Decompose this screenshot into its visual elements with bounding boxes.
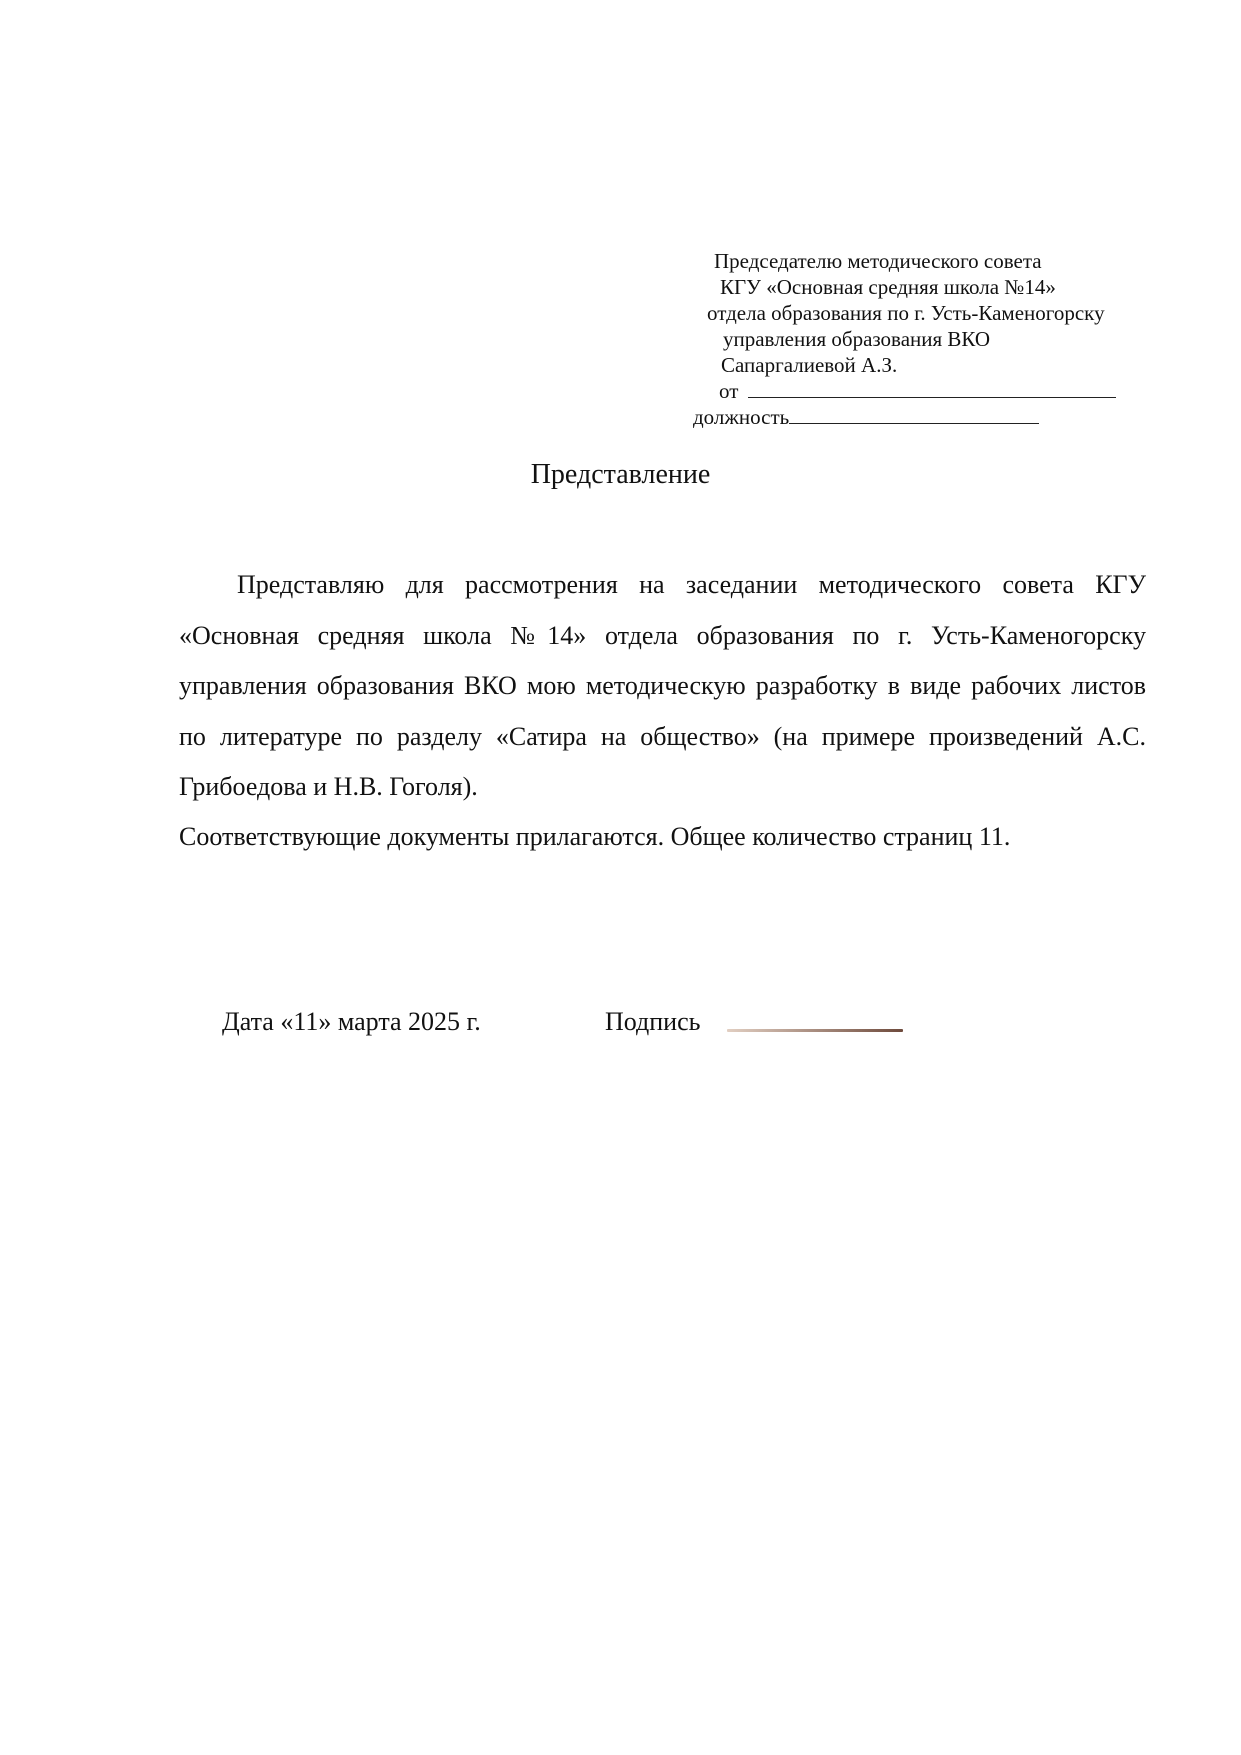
- position-fill-line: [789, 405, 1039, 424]
- body-paragraph: Представляю для рассмотрения на заседании методического совета КГУ «Основная средняя школа №14» отдела образования по г. Усть-Каменогорску управления образования ВКО мою методическую разработку в виде рабочих листов по литературе по разделу «Сатира на общество» (на примере произведений А.С. Грибоедова и Н.В. Гоголя).: [179, 570, 1146, 801]
- from-label: от: [719, 379, 739, 403]
- addressee-line-2: КГУ «Основная средняя школа №14»: [720, 275, 1056, 299]
- signature-label: Подпись: [605, 1007, 701, 1036]
- addressee-from-line: [719, 378, 1116, 404]
- signature-stroke: [727, 1029, 903, 1032]
- addressee-line-3: отдела образования по г. Усть-Каменогорску: [707, 301, 1105, 325]
- from-fill-line: [748, 379, 1116, 398]
- addressee-name: Сапаргалиевой А.З.: [721, 353, 898, 377]
- document-title: Представление: [530, 459, 711, 490]
- position-label: должность: [693, 405, 790, 429]
- addressee-line-4: управления образования ВКО: [723, 327, 991, 351]
- addressee-line-1: Председателю методического совета: [714, 249, 1042, 273]
- addressee-position-line: [693, 404, 1039, 430]
- attachments-line: Соответствующие документы прилагаются. Общее количество страниц 11.: [179, 822, 1011, 851]
- date-text: Дата «11» марта 2025 г.: [222, 1007, 481, 1036]
